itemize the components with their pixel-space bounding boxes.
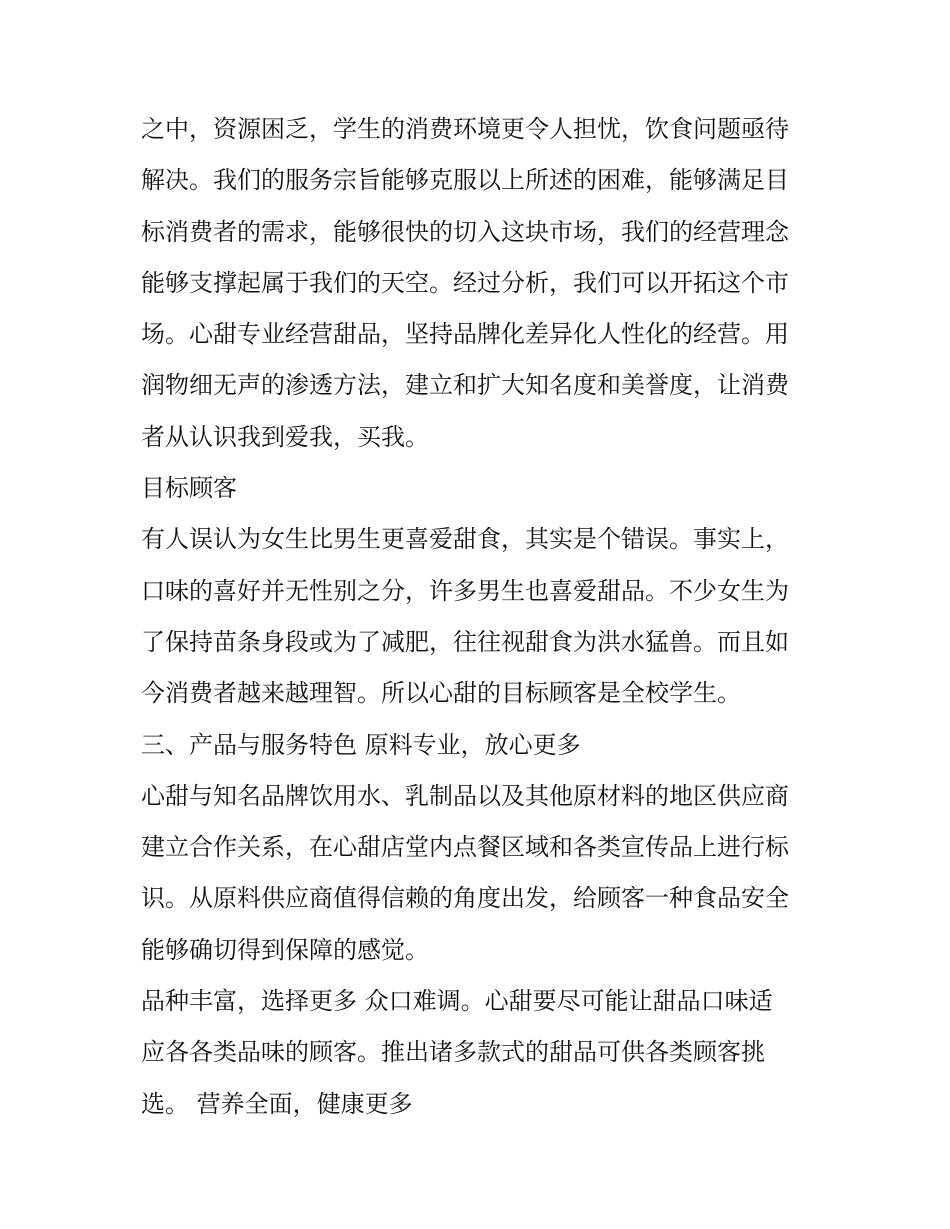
text-line: 者从认识我到爱我，买我。: [141, 422, 429, 451]
section-heading-target-customers: 目标顾客: [141, 474, 237, 503]
text-line: 品种丰富，选择更多 众口难调。心甜要尽可能让甜品口味适: [141, 987, 773, 1016]
text-line: 了保持苗条身段或为了减肥，往往视甜食为洪水猛兽。而且如: [141, 627, 789, 656]
text-line: 之中，资源困乏，学生的消费环境更令人担忧，饮食问题亟待: [141, 115, 789, 143]
text-line: 识。从原料供应商值得信赖的角度出发，给顾客一种食品安全: [141, 884, 789, 913]
text-line: 解决。我们的服务宗旨能够克服以上所述的困难，能够满足目: [141, 166, 789, 195]
text-line: 场。心甜专业经营甜品，坚持品牌化差异化人性化的经营。用: [141, 320, 789, 349]
text-line: 有人误认为女生比男生更喜爱甜食，其实是个错误。事实上，: [141, 525, 789, 554]
section-heading-products-services: 三、产品与服务特色 原料专业，放心更多: [141, 730, 581, 759]
text-line: 能够确切得到保障的感觉。: [141, 935, 429, 964]
text-line: 应各各类品味的顾客。推出诸多款式的甜品可供各类顾客挑: [141, 1038, 765, 1067]
text-line: 口味的喜好并无性别之分，许多男生也喜爱甜品。不少女生为: [141, 576, 789, 605]
text-line: 建立合作关系，在心甜店堂内点餐区域和各类宣传品上进行标: [141, 833, 789, 862]
text-line: 心甜与知名品牌饮用水、乳制品以及其他原材料的地区供应商: [141, 781, 789, 810]
text-line: 今消费者越来越理智。所以心甜的目标顾客是全校学生。: [141, 679, 741, 708]
text-line: 标消费者的需求，能够很快的切入这块市场，我们的经营理念: [141, 217, 789, 246]
body-text: [141, 104, 821, 1130]
text-line: 能够支撑起属于我们的天空。经过分析，我们可以开拓这个市: [141, 268, 789, 297]
text-line: 润物细无声的渗透方法，建立和扩大知名度和美誉度，让消费: [141, 371, 789, 400]
text-line: 选。 营养全面，健康更多: [141, 1089, 413, 1118]
